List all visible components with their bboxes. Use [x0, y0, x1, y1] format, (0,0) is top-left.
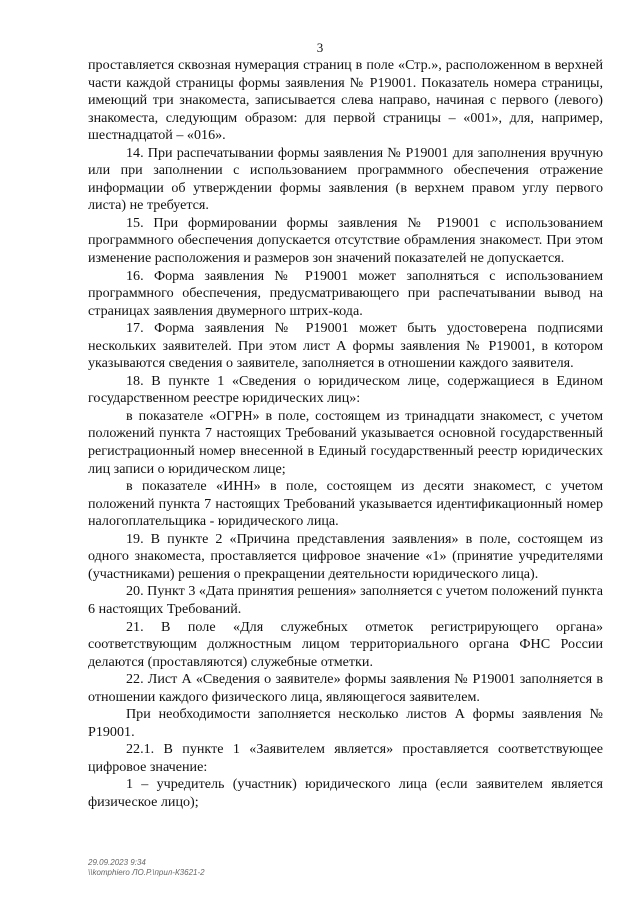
paragraph: 15. При формировании формы заявления № Р19001 с использованием программного обеспечения допускается отсутствие обрамления знакомест. При этом изменение расположения и размеров зон значений показателей не допускается.	[88, 214, 603, 267]
document-body	[88, 57, 603, 812]
footer-file-path: \\komphiero ЛО.Р.\прил-К3621-2	[88, 868, 205, 877]
paragraph: в показателе «ИНН» в поле, состоящем из десяти знакомест, с учетом положений пункта 7 настоящих Требований указывается идентификационный номер налогоплательщика - юридического лица.	[88, 478, 603, 530]
paragraph: 18. В пункте 1 «Сведения о юридическом лице, содержащиеся в Едином государственном реестре юридических лиц»:	[88, 372, 603, 407]
paragraph: 22.1. В пункте 1 «Заявителем является» проставляется соответствующее цифровое значение:	[88, 741, 603, 775]
paragraph: проставляется сквозная нумерация страниц в поле «Стр.», расположенном в верхней части каждой страницы формы заявления № Р19001. Показатель номера страницы, имеющий три знакоместа, записывается слева направо, начиная с первого (левого) знакоместа, следующим образом: для первой страницы – «001», для, например, шестнадцатой – «016».	[88, 57, 603, 144]
paragraph: 17. Форма заявления № Р19001 может быть удостоверена подписями нескольких заявителей. При этом лист А формы заявления № Р19001, в котором указываются сведения о заявителе, заполняется в отношении каждого заявителя.	[88, 320, 603, 372]
paragraph: 22. Лист А «Сведения о заявителе» формы заявления № Р19001 заполняется в отношении каждого физического лица, являющегося заявителем.	[88, 671, 603, 705]
footer-timestamp: 29.09.2023 9:34	[88, 858, 146, 867]
page-number: 3	[316, 40, 324, 55]
paragraph: в показателе «ОГРН» в поле, состоящем из тринадцати знакомест, с учетом положений пункта 7 настоящих Требований указывается основной государственный регистрационный номер внесенной в Единый государственный реестр юридических лиц записи о юридическом лице;	[88, 407, 603, 477]
paragraph: 16. Форма заявления № Р19001 может заполняться с использованием программного обеспечения, предусматривающего при распечатывании вывод на страницах заявления двумерного штрих-кода.	[88, 267, 603, 319]
paragraph: 1 – учредитель (участник) юридического лица (если заявителем является физическое лицо);	[88, 776, 603, 810]
paragraph: 14. При распечатывании формы заявления № Р19001 для заполнения вручную или при заполнении с использованием программного обеспечения отражение информации об утверждении формы заявления (в верхнем правом углу первого листа) не требуется.	[88, 144, 603, 214]
paragraph: 21. В поле «Для служебных отметок регистрирующего органа» соответствующим должностным лицом территориального органа ФНС России делаются (проставляются) служебные отметки.	[88, 618, 603, 670]
footer-stamp	[88, 858, 205, 878]
paragraph: 19. В пункте 2 «Причина представления заявления» в поле, состоящем из одного знакоместа, проставляется цифровое значение «1» (принятие учредителями (участниками) решения о прекращении деятельности юридического лица).	[88, 530, 603, 582]
paragraph: 20. Пункт 3 «Дата принятия решения» заполняется с учетом положений пункта 6 настоящих Требований.	[88, 583, 603, 617]
paragraph: При необходимости заполняется несколько листов А формы заявления № Р19001.	[88, 706, 603, 740]
